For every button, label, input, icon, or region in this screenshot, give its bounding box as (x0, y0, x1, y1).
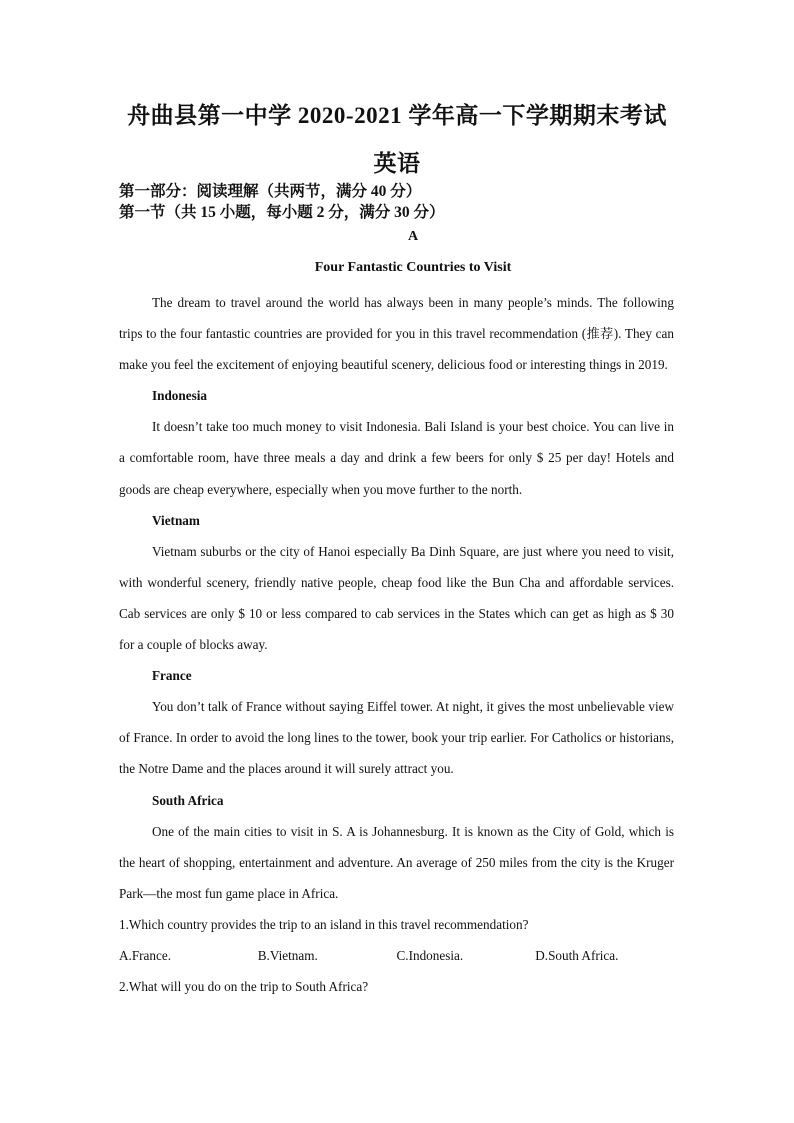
exam-subject: 英语 (373, 151, 421, 176)
section-heading-south-africa: South Africa (152, 792, 224, 808)
section-text-france: You don’t talk of France without saying Eiffel tower. At night, it gives the most unbelievable view of France. In order to avoid the long lines to the tower, book your trip earlier. For Catholics or historians, the Notre Dame and the places around it will surely attract you. (119, 699, 674, 777)
question-1: 1.Which country provides the trip to an island in this travel recommendation? (119, 916, 529, 932)
section-text-indonesia: It doesn’t take too much money to visit Indonesia. Bali Island is your best choice. You can live in a comfortable room, have three meals a day and drink a few beers for only $ 25 per day! Hotels and goods are cheap everywhere, especially when you move further to the north. (119, 419, 674, 497)
section-heading-vietnam: Vietnam (152, 512, 200, 528)
exam-title: 舟曲县第一中学 2020-2021 学年高一下学期期末考试 (127, 103, 667, 128)
passage-body (119, 287, 674, 1002)
option-a[interactable]: A.France. (119, 947, 171, 963)
passage-title: Four Fantastic Countries to Visit (314, 260, 512, 275)
section-text-south-africa: One of the main cities to visit in S. A is Johannesburg. It is known as the City of Gold, which is the heart of shopping, entertainment and adventure. An average of 250 miles from the city is the Kruger Park—the most fun game place in Africa. (119, 823, 674, 901)
part-heading: 第一部分：阅读理解（共两节，满分 40 分） (119, 183, 422, 200)
option-b[interactable]: B.Vietnam. (257, 947, 318, 963)
section-text-vietnam: Vietnam suburbs or the city of Hanoi especially Ba Dinh Square, are just where you need to visit, with wonderful scenery, friendly native people, cheap food like the Bun Cha and affordable services. Cab services are only $ 10 or less compared to cab services in the States which can get as high as $ 30 for a couple of blocks away. (119, 543, 674, 653)
section-heading-indonesia: Indonesia (152, 388, 207, 404)
question-1-options (119, 940, 674, 971)
question-2: 2.What will you do on the trip to South Africa? (119, 979, 369, 995)
passage-letter: A (407, 229, 419, 244)
section-heading-france: France (152, 668, 192, 684)
option-c[interactable]: C.Indonesia. (396, 947, 464, 963)
option-d[interactable]: D.South Africa. (535, 947, 619, 963)
section-heading: 第一节（共 15 小题，每小题 2 分，满分 30 分） (119, 204, 445, 221)
intro-paragraph: The dream to travel around the world has always been in many people’s minds. The following trips to the four fantastic countries are provided for you in this travel recommendation (推荐). They can make you feel the excitement of enjoying beautiful scenery, delicious food or interesting things in 2019. (119, 295, 674, 373)
